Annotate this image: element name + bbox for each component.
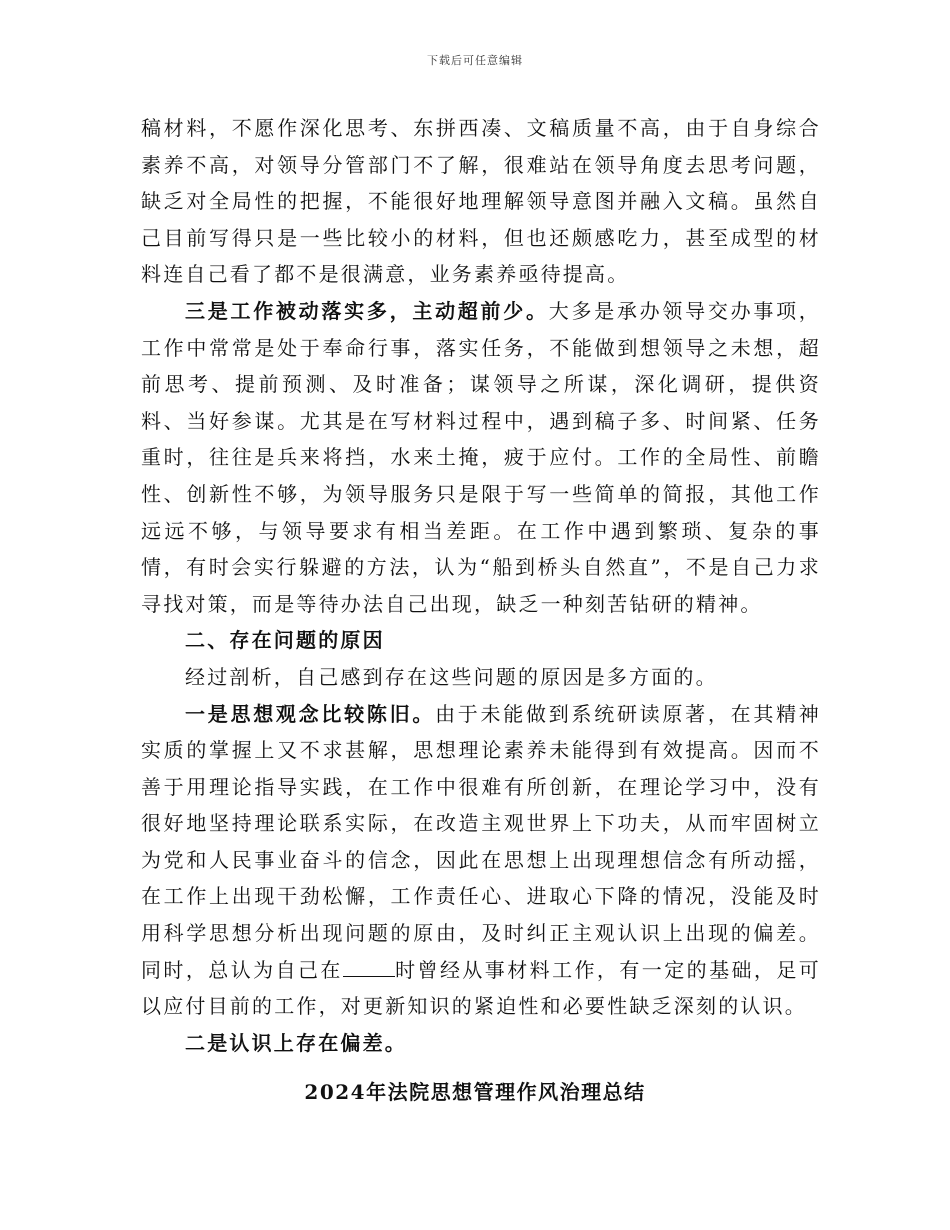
cause-one-body-b: 时曾经从事材料工作，有一定的基础，足可以应付目前的工作，对更新知识的紧迫性和必要性缺乏深刻的认识。 (141, 957, 821, 1019)
page-header: 下载后可任意编辑 (427, 54, 523, 67)
paragraph-continuation: 稿材料，不愿作深化思考、东拼西凑、文稿质量不高，由于自身综合素养不高，对领导分管部门不了解，很难站在领导角度去思考问题，缺乏对全局性的把握，不能很好地理解领导意图并融入文稿。虽然自己目前写得只是一些比较小的材料，但也还颇感吃力，甚至成型的材料连自己看了都不是很满意，业务素养亟待提高。 (141, 116, 821, 287)
paragraph-causes-intro: 经过剖析，自己感到存在这些问题的原因是多方面的。 (185, 664, 718, 689)
cause-one-heading: 一是思想观念比较陈旧。 (185, 701, 436, 726)
document-body (141, 110, 821, 1061)
section-heading-causes: 二、存在问题的原因 (185, 628, 385, 653)
document-title: 2024年法院思想管理作风治理总结 (304, 1080, 646, 1104)
paragraph-cause-one (141, 696, 821, 1025)
cause-one-body-a: 由于未能做到系统研读原著，在其精神实质的掌握上又不求甚解，思想理论素养未能得到有效提高。因而不善于用理论指导实践，在工作中很难有所创新，在理论学习中，没有很好地坚持理论联系实际，在改造主观世界上下功夫，从而牢固树立为党和人民事业奋斗的信念，因此在思想上出现理想信念有所动摇，在工作上出现干劲松懈，工作责任心、进取心下降的情况，没能及时用科学思想分析出现问题的原由，及时纠正主观认识上出现的偏差。同时，总认为自己在 (141, 701, 822, 982)
cause-two-heading: 二是认识上存在偏差。 (185, 1030, 407, 1055)
paragraph-point-three (141, 293, 821, 622)
point-three-heading: 三是工作被动落实多，主动超前少。 (185, 298, 549, 323)
fill-in-blank (343, 958, 395, 977)
point-three-body: 大多是承办领导交办事项，工作中常常是处于奉命行事，落实任务，不能做到想领导之未想，超前思考、提前预测、及时准备；谋领导之所谋，深化调研，提供资料、当好参谋。尤其是在写材料过程中，遇到稿子多、时间紧、任务重时，往往是兵来将挡，水来土掩，疲于应付。工作的全局性、前瞻性、创新性不够，为领导服务只是限于写一些简单的简报，其他工作远远不够，与领导要求有相当差距。在工作中遇到繁琐、复杂的事情，有时会实行躲避的方法，认为“船到桥头自然直”，不是自己力求寻找对策，而是等待办法自己出现，缺乏一种刻苦钻研的精神。 (141, 298, 821, 616)
